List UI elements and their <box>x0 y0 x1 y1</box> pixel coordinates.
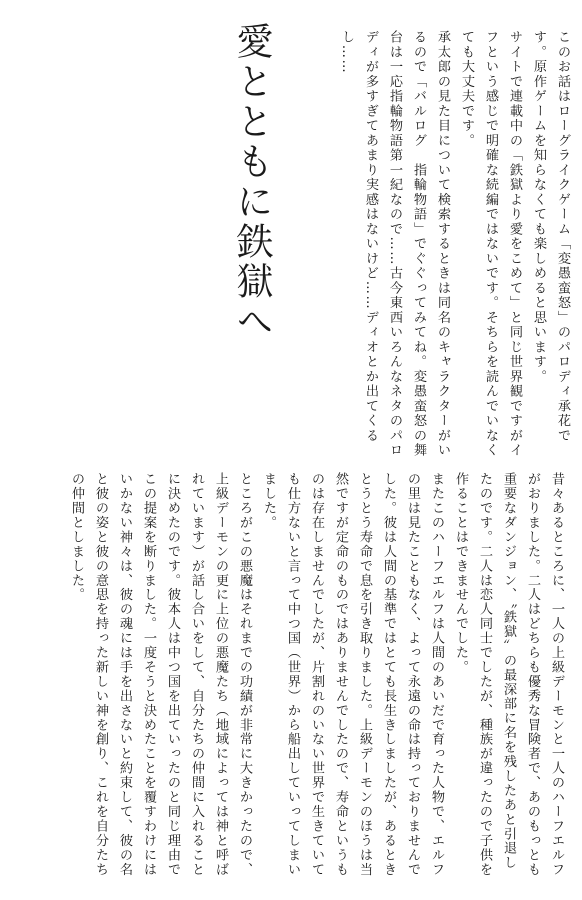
story-paragraph: ところがこの悪魔はそれまでの功績が非常に大きかったので、上級デーモンの更に上位の悪魔たち（地域によっては神と呼ばれています）が話し合いをして、自分たちの仲間に入れることに決めたのです。彼本人は中つ国を出ていったのと同じ理由でこの提案を断りました。一度そうと決めたことを覆すわけにはいかない神々は、彼の魂には手を出さないと約束して、彼の名と彼の姿と彼の意思を持った新しい神を創り、これを自分たちの仲間としました。 <box>69 472 252 877</box>
story-paragraph: 昔々あるところに、一人の上級デーモンと一人のハーフエルフがおりました。二人はどちらも優秀な冒険者で、あのもっとも重要なダンジョン、〝鉄獄〟の最深部に名を残したあと引退したのです。二人は恋人同士でしたが、種族が違ったので子供を作ることはできませんでした。 <box>453 472 564 877</box>
story-title: 愛とともに鉄獄へ <box>230 22 273 342</box>
story-paragraph: またこのハーフエルフは人間のあいだで育った人物で、エルフの里は見たこともなく、よって永遠の命は持っておりませんでした。彼は人間の基準ではとても長生きしましたが、あるときとうとう寿命で息を引き取りました。上級デーモンのほうは当然ですが定命のものではありませんでしたので、寿命というものは存在しませんでしたが、片割れのいない世界で生きていても仕方ないと言って中つ国（世界）から船出していってしまいました。 <box>261 472 444 877</box>
intro-paragraph: サイトで連載中の「鉄獄より愛をこめて」と同じ世界観ですがイフという感じで明確な続編ではないです。そちらを読んでいなくても大丈夫です。 <box>459 30 522 458</box>
story-body <box>69 472 568 884</box>
intro-paragraph: 承太郎の見た目について検索するときは同名のキャラクターがいるので「バルログ 指輪物語」でぐぐってみてね。変愚蛮怒の舞台は一応指輪物語第一紀なので……古今東西いろんなネタのパロディが多すぎてあまり実感はないけど……ディオとか出てくるし…… <box>339 30 450 458</box>
intro-paragraph: このお話はローグライクゲーム「変愚蛮怒」のパロディ承花です。原作ゲームを知らなくても楽しめると思います。 <box>531 30 570 443</box>
author-intro-note <box>339 30 574 470</box>
